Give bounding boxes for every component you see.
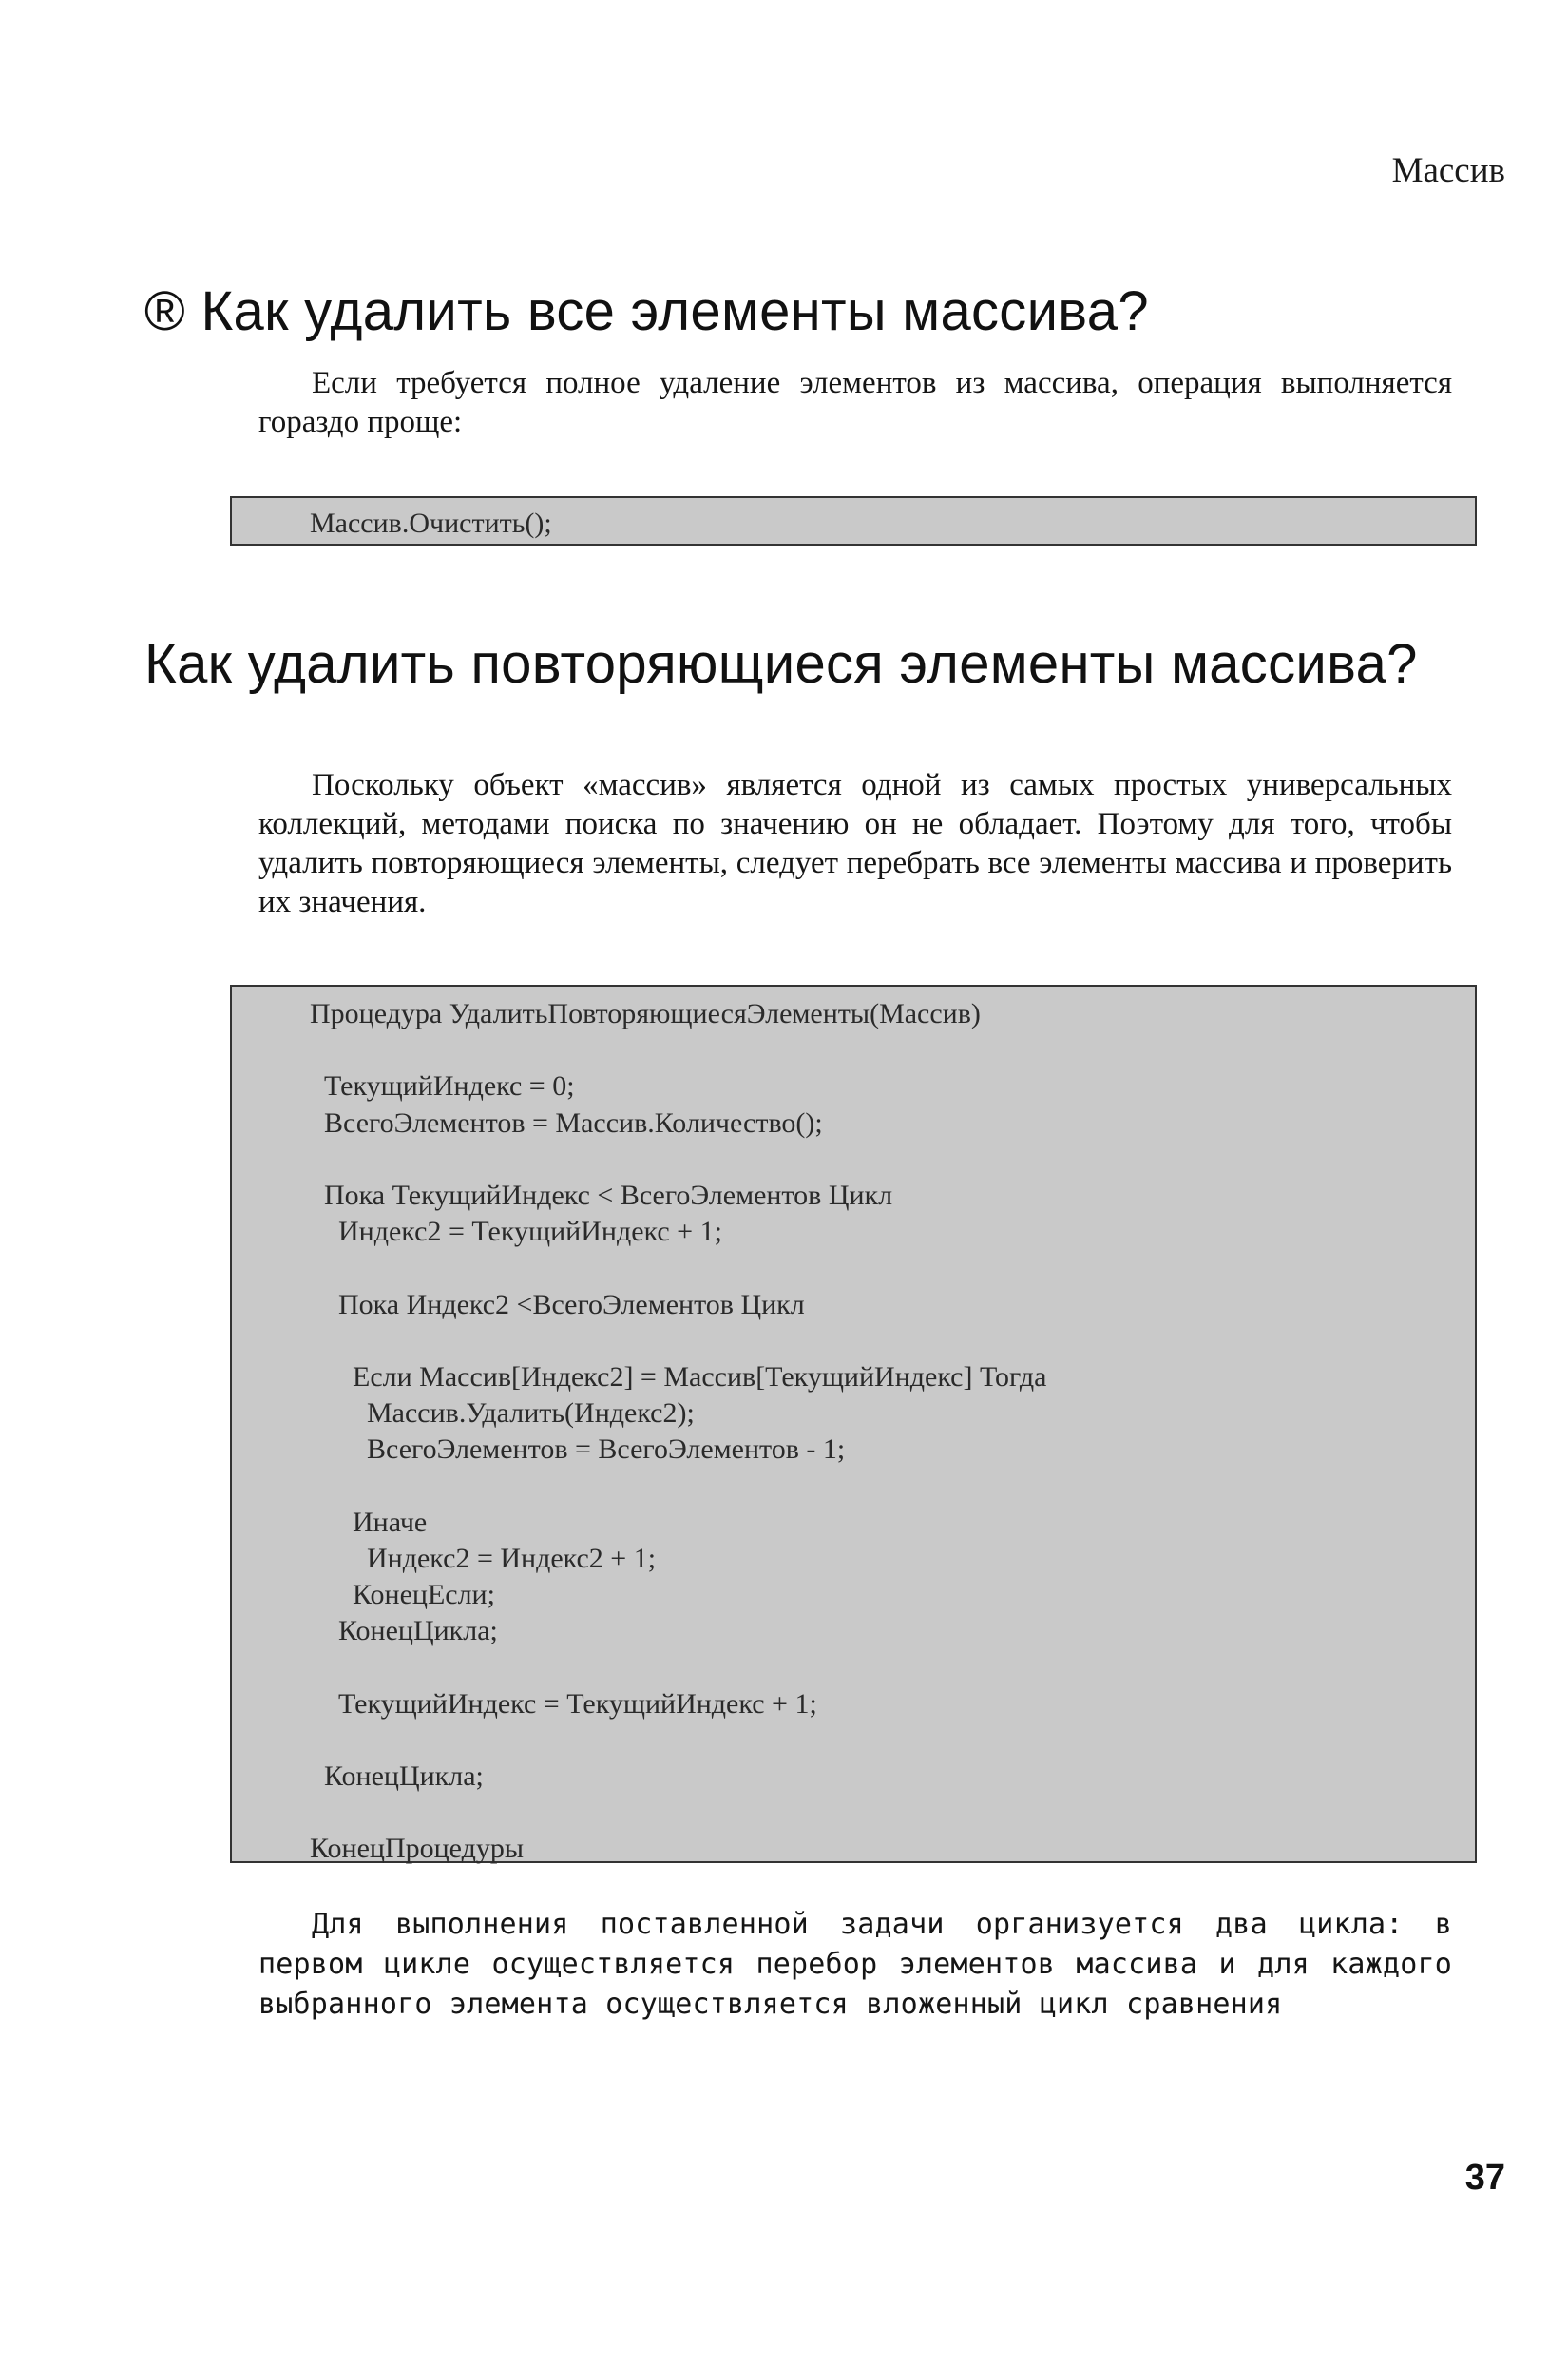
code-line: Пока ТекущийИндекс < ВсегоЭлементов Цикл: [310, 1179, 893, 1211]
code-line: Если Массив[Индекс2] = Массив[ТекущийИндекс] Тогда: [310, 1360, 1047, 1393]
code-line: ВсегоЭлементов = Массив.Количество();: [310, 1106, 823, 1139]
code-line: ТекущийИндекс = ТекущийИндекс + 1;: [310, 1687, 817, 1720]
code-line: КонецЦикла;: [310, 1615, 498, 1647]
code-line: [310, 1795, 1475, 1831]
code-line: Массив.Очистить();: [310, 508, 552, 539]
page-number: 37: [1464, 2158, 1505, 2198]
code-line: ВсегоЭлементов = ВсегоЭлементов - 1;: [310, 1433, 846, 1466]
running-head: Массив: [1391, 151, 1505, 190]
code-line: ТекущийИндекс = 0;: [310, 1070, 575, 1103]
paragraph-clear-array: Если требуется полное удаление элементов из массива, операция выполняется гораздо проще:: [258, 366, 1452, 439]
code-line: Пока Индекс2 <ВсегоЭлементов Цикл: [310, 1288, 805, 1320]
code-line: Массив.Удалить(Индекс2);: [310, 1397, 695, 1430]
code-line: КонецПроцедуры: [310, 1833, 524, 1865]
code-block-remove-duplicates: [230, 985, 1477, 1863]
code-line: [310, 1250, 1475, 1286]
code-line: [310, 1032, 1475, 1068]
section-heading-remove-duplicates: Как удалить повторяющиеся элементы массива?: [144, 633, 1418, 695]
code-line: Индекс2 = ТекущийИндекс + 1;: [310, 1216, 722, 1248]
code-line: [310, 1142, 1475, 1178]
section-heading-clear-array: ® Как удалить все элементы массива?: [144, 280, 1149, 342]
paragraph-remove-duplicates: Поскольку объект «массив» является одной из самых простых универсальных коллекций, методами поиска по значению он не обладает. Поэтому для того, чтобы удалить повторяющиеся элементы, следует перебрать все элементы массива и проверить их значения.: [258, 768, 1452, 919]
code-line: КонецЕсли;: [310, 1579, 495, 1610]
code-line: Иначе: [310, 1506, 428, 1538]
code-line: [310, 1468, 1475, 1504]
code-line: [310, 1649, 1475, 1685]
paragraph-two-loops: Для выполнения поставленной задачи организуется два цикла: в первом цикле осуществляется перебор элементов массива и для каждого выбранного элемента осуществляется вложенный цикл сравнения: [258, 1908, 1452, 2021]
code-block-clear-array: [230, 496, 1477, 546]
code-line: Индекс2 = Индекс2 + 1;: [310, 1542, 657, 1574]
code-line: [310, 1323, 1475, 1359]
code-line: [310, 1722, 1475, 1759]
code-line: КонецЦикла;: [310, 1759, 484, 1792]
code-line: Процедура УдалитьПовторяющиесяЭлементы(Массив): [310, 998, 981, 1029]
